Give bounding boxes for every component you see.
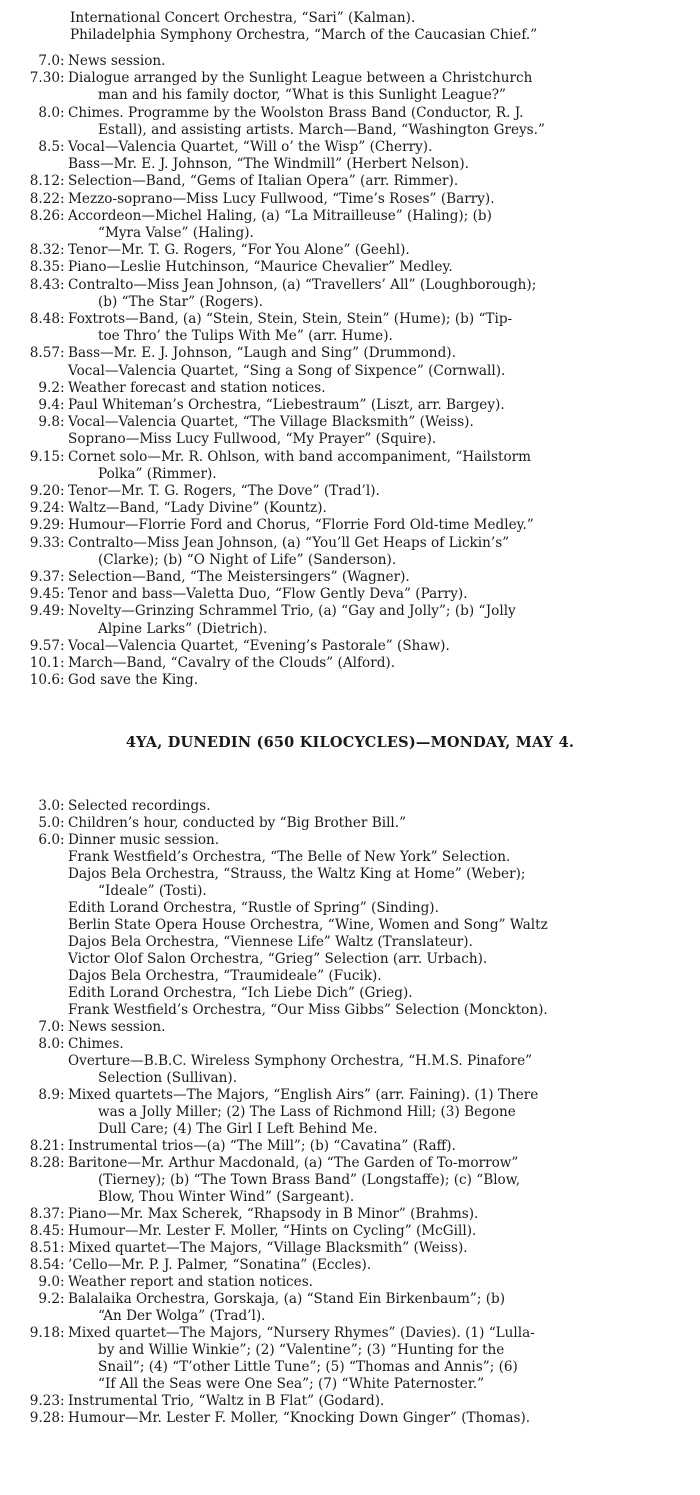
programme-entry [0,1155,700,1206]
entry-line: Frank Westfield’s Orchestra, “Our Miss Gibbs” Selection (Monckton). [68,1002,548,1018]
entry-line: Weather report and station notices. [68,1274,314,1290]
time-separator: : [60,53,65,69]
section-heading-4ya-dunedin: 4YA, DUNEDIN (650 KILOCYCLES)—MONDAY, MAY 4. [125,734,575,751]
entry-line: Foxtrots—Band, (a) “Stein, Stein, Stein, Stein” (Hume); (b) “Tip- [68,311,513,327]
time-separator: : [60,517,65,534]
entry-line: Dull Care; (4) The Girl I Left Behind Me. [98,1121,378,1137]
entry-time: 8.9 [38,1087,60,1103]
time-separator: : [60,1087,65,1103]
entry-time: 8.28 [29,1155,60,1171]
time-separator: : [60,1155,65,1171]
time-separator: : [60,798,65,814]
entry-time: 8.21 [29,1138,60,1154]
entry-line: Estall), and assisting artists. March—Band, “Washington Greys.” [98,121,545,138]
programme-entry [0,1206,700,1223]
entry-line: Cornet solo—Mr. R. Ohlson, with band accompaniment, “Hailstorm [68,448,532,465]
entry-line: News session. [68,1019,166,1035]
time-separator: : [60,672,65,689]
entry-line: “If All the Seas were One Sea”; (7) “White Paternoster.” [98,1376,485,1392]
programme-entry [0,173,700,190]
programme-entry [0,1223,700,1240]
continued-line: International Concert Orchestra, “Sari” (Kalman). [70,10,416,26]
entry-line: Chimes. Programme by the Woolston Brass Band (Conductor, R. J. [68,104,524,121]
entry-time: 9.33 [29,534,60,551]
time-separator: : [60,832,65,848]
entry-line: Selection (Sullivan). [98,1070,238,1086]
programme-entry [0,53,700,70]
entry-time: 8.51 [29,1240,60,1256]
entry-line: Mixed quartet—The Majors, “Nursery Rhymes” (Davies). (1) “Lulla- [68,1325,535,1341]
programme-entry [0,242,700,259]
entry-time: 9.15 [29,448,60,465]
programme-entry [0,345,700,379]
entry-line: Humour—Florrie Ford and Chorus, “Florrie Ford Old-time Medley.” [68,517,534,534]
time-separator: : [60,586,65,603]
entry-time: 9.57 [29,637,60,654]
entry-time: 8.0 [38,104,60,121]
programme-entry [0,638,700,655]
entry-line: Edith Lorand Orchestra, “Rustle of Spring” (Sinding). [68,900,439,916]
entry-time: 8.0 [38,1036,60,1052]
entry-line: Humour—Mr. Lester F. Moller, “Knocking Down Ginger” (Thomas). [68,1410,531,1426]
time-separator: : [60,1274,65,1290]
entry-line: Balalaika Orchestra, Gorskaja, (a) “Stand Ein Birkenbaum”; (b) [68,1291,506,1307]
programme-entry [0,1240,700,1257]
entry-time: 8.57 [29,345,60,362]
entry-time: 8.32 [29,242,60,259]
entry-line: Bass—Mr. E. J. Johnson, “Laugh and Sing” (Drummond). [68,345,456,362]
entry-time: 9.0 [38,1274,60,1290]
entry-line: Instrumental trios—(a) “The Mill”; (b) “Cavatina” (Raff). [68,1138,456,1154]
entry-time: 9.18 [29,1325,60,1341]
time-separator: : [60,104,65,121]
entry-line: Chimes. [68,1036,124,1052]
programme-entry [0,569,700,586]
programme-entry [0,1291,700,1325]
programme-entry [0,798,700,815]
entry-line: Weather forecast and station notices. [68,379,326,396]
programme-entry [0,1410,700,1427]
programme-entry [0,105,700,139]
programme-entry [0,1393,700,1410]
entry-line: Novelty—Grinzing Schrammel Trio, (a) “Gay and Jolly”; (b) “Jolly [68,603,516,620]
entry-line: (b) “The Star” (Rogers). [98,293,263,310]
entry-line: Polka” (Rimmer). [98,465,217,482]
continued-line: Philadelphia Symphony Orchestra, “March of the Caucasian Chief.” [70,27,538,43]
entry-line: Vocal—Valencia Quartet, “Sing a Song of Sixpence” (Cornwall). [68,362,506,379]
entry-time: 7.30 [29,70,60,87]
entry-line: Humour—Mr. Lester F. Moller, “Hints on Cycling” (McGill). [68,1223,477,1239]
entry-line: Selection—Band, “The Meistersingers” (Wagner). [68,569,410,585]
entry-line: Dialogue arranged by the Sunlight League between a Christchurch [68,70,533,87]
programme-entry [0,139,700,173]
entry-line: Tenor—Mr. T. G. Rogers, “The Dove” (Trad’l). [68,483,380,499]
programme-entry [0,1087,700,1138]
entry-line: Frank Westfield’s Orchestra, “The Belle of New York” Selection. [68,849,511,865]
entry-line: Contralto—Miss Jean Johnson, (a) “Travellers’ All” (Loughborough); [68,276,537,293]
programme-entry [0,1274,700,1291]
programme-entry [0,259,700,276]
entry-line: Soprano—Miss Lucy Fullwood, “My Prayer” (Squire). [68,431,437,448]
time-separator: : [60,311,65,327]
entry-time: 9.20 [29,483,60,499]
entry-line: (Tierney); (b) “The Town Brass Band” (Longstaffe); (c) “Blow, [98,1172,521,1188]
time-separator: : [60,1240,65,1256]
programme-entry [0,1036,700,1087]
entry-time: 6.0 [38,832,60,848]
time-separator: : [60,1393,65,1409]
time-separator: : [60,569,65,585]
entry-time: 9.4 [38,397,60,413]
time-separator: : [60,1325,65,1341]
entry-time: 8.35 [29,259,60,276]
entry-time: 8.48 [29,311,60,327]
time-separator: : [60,276,65,293]
time-separator: : [60,242,65,259]
entry-line: Contralto—Miss Jean Johnson, (a) “You’ll Get Heaps of Lickin’s” [68,534,510,551]
entry-time: 10.6 [29,672,60,689]
programme-entry [0,672,700,689]
entry-line: ’Cello—Mr. P. J. Palmer, “Sonatina” (Eccles). [68,1257,372,1273]
entry-line: News session. [68,53,166,69]
entry-line: Mezzo-soprano—Miss Lucy Fullwood, “Time’s Roses” (Barry). [68,190,495,207]
entry-line: Alpine Larks” (Dietrich). [98,620,268,637]
entry-line: (Clarke); (b) “O Night of Life” (Sanderson). [98,551,397,568]
entry-line: Dajos Bela Orchestra, “Strauss, the Waltz King at Home” (Weber); [68,866,526,882]
programme-entry [0,208,700,242]
entry-line: God save the King. [68,672,199,689]
programme-entry [0,70,700,104]
entry-time: 9.28 [29,1410,60,1426]
programme-entry [0,380,700,397]
programme-entry [0,586,700,603]
time-separator: : [60,1138,65,1154]
time-separator: : [60,448,65,465]
entry-time: 3.0 [38,798,60,814]
time-separator: : [60,1206,65,1222]
entry-line: Vocal—Valencia Quartet, “Will o’ the Wisp” (Cherry). [68,139,433,155]
entry-line: Piano—Mr. Max Scherek, “Rhapsody in B Minor” (Brahms). [68,1206,479,1222]
entry-time: 8.26 [29,207,60,224]
entry-line: Berlin State Opera House Orchestra, “Wine, Women and Song” Waltz [68,917,548,933]
entry-line: “An Der Wolga” (Trad’l). [98,1308,266,1324]
entry-line: “Ideale” (Tosti). [98,883,207,899]
entry-line: Tenor and bass—Valetta Duo, “Flow Gently Deva” (Parry). [68,586,468,603]
entry-line: toe Thro’ the Tulips With Me” (arr. Hume). [98,328,393,345]
entry-line: Baritone—Mr. Arthur Macdonald, (a) “The Garden of To-morrow” [68,1155,519,1171]
time-separator: : [60,1257,65,1273]
entry-line: Piano—Leslie Hutchinson, “Maurice Chevalier” Medley. [68,259,453,276]
entry-time: 8.37 [29,1206,60,1222]
entry-line: Paul Whiteman’s Orchestra, “Liebestraum” (Liszt, arr. Bargey). [68,397,505,413]
entry-time: 9.45 [29,586,60,603]
entry-time: 9.37 [29,569,60,585]
entry-line: Dajos Bela Orchestra, “Traumideale” (Fucik). [68,968,382,984]
entry-time: 9.2 [38,1291,60,1307]
entry-line: Mixed quartets—The Majors, “English Airs” (arr. Faining). (1) There [68,1087,539,1103]
programme-entry [0,832,700,1019]
time-separator: : [60,173,65,190]
time-separator: : [60,397,65,413]
entry-time: 9.24 [29,500,60,517]
entry-line: man and his family doctor, “What is this Sunlight League?” [98,87,506,104]
entry-line: Children’s hour, conducted by “Big Brother Bill.” [68,815,407,831]
time-separator: : [60,207,65,224]
entry-line: Selection—Band, “Gems of Italian Opera” (arr. Rimmer). [68,173,459,190]
programme-entry [0,603,700,637]
programme-entry [0,815,700,832]
time-separator: : [60,1223,65,1239]
programme-entry [0,1257,700,1274]
entry-line: Edith Lorand Orchestra, “Ich Liebe Dich” (Grieg). [68,985,413,1001]
entry-line: Accordeon—Michel Haling, (a) “La Mitrailleuse” (Haling); (b) [68,207,492,224]
time-separator: : [60,379,65,396]
entry-line: “Myra Valse” (Haling). [98,224,254,241]
entry-time: 5.0 [38,815,60,831]
programme-entry [0,1325,700,1393]
time-separator: : [60,655,65,671]
entry-time: 8.45 [29,1223,60,1239]
time-separator: : [60,1410,65,1426]
programme-entry [0,397,700,414]
entry-time: 8.12 [29,173,60,190]
time-separator: : [60,139,65,155]
entry-line: Bass—Mr. E. J. Johnson, “The Windmill” (Herbert Nelson). [68,156,469,173]
programme-entry [0,483,700,500]
time-separator: : [60,70,65,87]
time-separator: : [60,1291,65,1307]
time-separator: : [60,815,65,831]
programme-entry [0,449,700,483]
entry-time: 8.5 [38,139,60,155]
entry-time: 7.0 [38,1019,60,1035]
entry-line: by and Willie Winkie”; (2) “Valentine”; (3) “Hunting for the [98,1342,505,1358]
entry-time: 7.0 [38,53,60,69]
time-separator: : [60,483,65,499]
time-separator: : [60,345,65,362]
entry-time: 9.49 [29,603,60,620]
entry-line: Vocal—Valencia Quartet, “Evening’s Pastorale” (Shaw). [68,637,450,654]
time-separator: : [60,603,65,620]
programme-entry [0,311,700,345]
entry-time: 8.22 [29,190,60,207]
time-separator: : [60,500,65,517]
programme-entry [0,517,700,534]
entry-time: 9.29 [29,517,60,534]
entry-line: March—Band, “Cavalry of the Clouds” (Alford). [68,655,396,671]
programme-entry [0,1138,700,1155]
entry-line: Blow, Thou Winter Wind” (Sargeant). [98,1189,355,1205]
entry-line: Dajos Bela Orchestra, “Viennese Life” Waltz (Translateur). [68,934,473,950]
entry-line: Snail”; (4) “T’other Little Tune”; (5) “Thomas and Annis”; (6) [98,1359,518,1375]
programme-entry [0,535,700,569]
entry-line: Dinner music session. [68,832,220,848]
entry-line: Mixed quartet—The Majors, “Village Blacksmith” (Weiss). [68,1240,468,1256]
programme-entry [0,191,700,208]
entry-line: Selected recordings. [68,798,211,814]
entry-line: Vocal—Valencia Quartet, “The Village Blacksmith” (Weiss). [68,414,474,431]
programme-entry [0,500,700,517]
programme-entry [0,655,700,672]
time-separator: : [60,1036,65,1052]
entry-time: 9.2 [38,379,60,396]
time-separator: : [60,414,65,431]
entry-time: 8.54 [29,1257,60,1273]
entry-line: Victor Olof Salon Orchestra, “Grieg” Selection (arr. Urbach). [68,951,488,967]
time-separator: : [60,637,65,654]
entry-time: 9.8 [38,414,60,431]
entry-time: 9.23 [29,1393,60,1409]
entry-time: 10.1 [29,655,60,671]
time-separator: : [60,534,65,551]
programme-entry [0,277,700,311]
entry-line: Tenor—Mr. T. G. Rogers, “For You Alone” (Geehl). [68,242,410,259]
entry-line: Overture—B.B.C. Wireless Symphony Orchestra, “H.M.S. Pinafore” [68,1053,533,1069]
entry-time: 8.43 [29,276,60,293]
time-separator: : [60,1019,65,1035]
programme-entry [0,1019,700,1036]
programme-entry [0,414,700,448]
entry-line: Waltz—Band, “Lady Divine” (Kountz). [68,500,327,517]
entry-line: Instrumental Trio, “Waltz in B Flat” (Godard). [68,1393,385,1409]
entry-line: was a Jolly Miller; (2) The Lass of Richmond Hill; (3) Begone [98,1104,516,1120]
time-separator: : [60,259,65,276]
time-separator: : [60,190,65,207]
